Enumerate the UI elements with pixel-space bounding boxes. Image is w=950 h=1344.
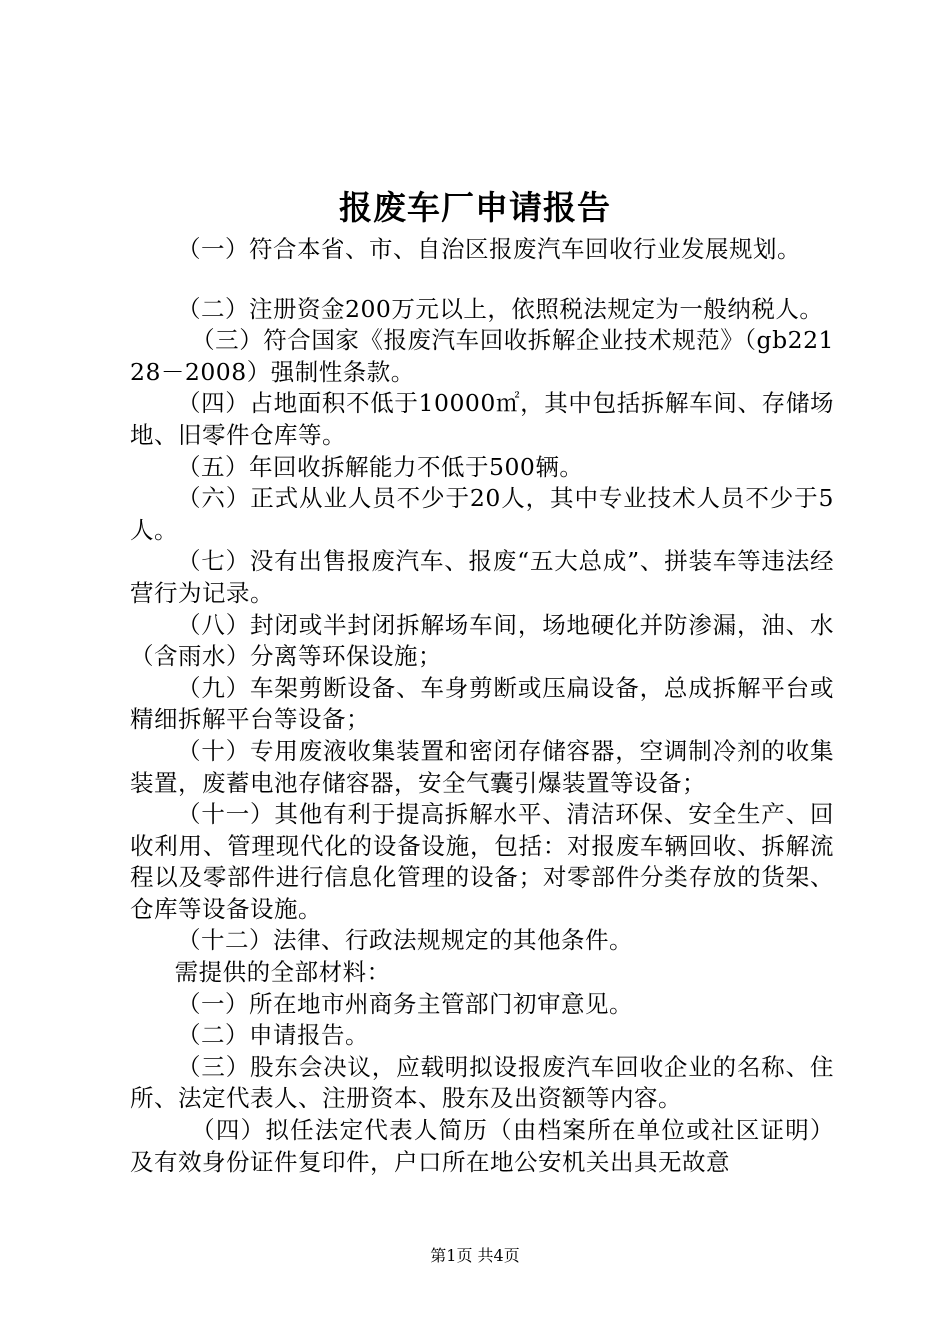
paragraph-8: （八）封闭或半封闭拆解场车间，场地硬化并防渗漏，油、水（含雨水）分离等环保设施； [130, 610, 834, 671]
paragraph-4: （四）占地面积不低于10000㎡，其中包括拆解车间、存储场地、旧零件仓库等。 [130, 389, 834, 449]
paragraph-3: （三）符合国家《报废汽车回收拆解企业技术规范》（gb22128－2008）强制性条款。 [130, 326, 834, 386]
paragraph-13: 需提供的全部材料： [174, 958, 391, 987]
paragraph-14: （一）所在地市州商务主管部门初审意见。 [177, 989, 633, 1018]
document-body [130, 234, 834, 1178]
paragraph-15: （二）申请报告。 [177, 1021, 369, 1050]
paragraph-12: （十二）法律、行政法规规定的其他条件。 [177, 926, 633, 955]
paragraph-10: （十）专用废液收集装置和密闭存储容器，空调制冷剂的收集装置，废蓄电池存储容器，安全气囊引爆装置等设备； [130, 736, 834, 797]
paragraph-9: （九）车架剪断设备、车身剪断或压扁设备，总成拆解平台或精细拆解平台等设备； [130, 673, 834, 734]
paragraph-2: （二）注册资金200万元以上，依照税法规定为一般纳税人。 [177, 294, 824, 323]
paragraph-5: （五）年回收拆解能力不低于500辆。 [177, 452, 584, 481]
paragraph-17: （四）拟任法定代表人简历（由档案所在单位或社区证明）及有效身份证件复印件，户口所在地公安机关出具无故意 [130, 1116, 834, 1176]
paragraph-11: （十一）其他有利于提高拆解水平、清洁环保、安全生产、回收利用、管理现代化的设备设施，包括：对报废车辆回收、拆解流程以及零部件进行信息化管理的设备；对零部件分类存放的货架、仓库等设备设施。 [130, 800, 834, 923]
paragraph-16: （三）股东会决议，应载明拟设报废汽车回收企业的名称、住所、法定代表人、注册资本、股东及出资额等内容。 [130, 1052, 834, 1113]
document-title: 报废车厂申请报告 [339, 188, 611, 227]
paragraph-6: （六）正式从业人员不少于20人，其中专业技术人员不少于5人。 [130, 484, 834, 544]
paragraph-1: （一）符合本省、市、自治区报废汽车回收行业发展规划。 [177, 235, 801, 263]
paragraph-7: （七）没有出售报废汽车、报废“五大总成”、拼装车等违法经营行为记录。 [130, 547, 834, 607]
page-footer: 第1页 共4页 [430, 1246, 520, 1265]
